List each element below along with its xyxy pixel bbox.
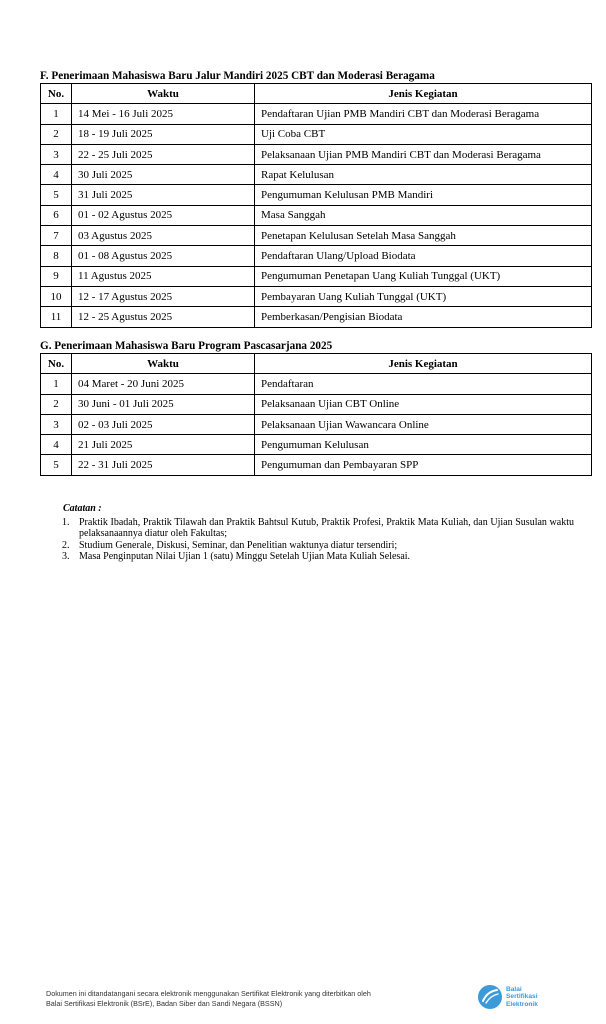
cell-no: 5 bbox=[41, 185, 72, 205]
cell-kegiatan: Pendaftaran Ulang/Upload Biodata bbox=[255, 246, 592, 266]
table-row bbox=[41, 414, 592, 434]
cell-waktu: 11 Agustus 2025 bbox=[72, 266, 255, 286]
note-item bbox=[62, 551, 574, 563]
cell-no: 9 bbox=[41, 266, 72, 286]
cell-no: 4 bbox=[41, 165, 72, 185]
footer-line-1: Dokumen ini ditandatangani secara elektronik menggunakan Sertifikat Elektronik yang diterbitkan oleh bbox=[46, 989, 371, 998]
cell-kegiatan: Pengumuman Penetapan Uang Kuliah Tunggal (UKT) bbox=[255, 266, 592, 286]
notes bbox=[62, 503, 574, 563]
cell-waktu: 22 - 31 Juli 2025 bbox=[72, 455, 255, 475]
table-row bbox=[41, 307, 592, 327]
header-kegiatan: Jenis Kegiatan bbox=[255, 84, 592, 104]
table-row bbox=[41, 435, 592, 455]
table-header-row bbox=[41, 354, 592, 374]
cell-kegiatan: Pengumuman Kelulusan PMB Mandiri bbox=[255, 185, 592, 205]
header-waktu: Waktu bbox=[72, 84, 255, 104]
bsre-logo bbox=[478, 985, 538, 1009]
footer-line-2: Balai Sertifikasi Elektronik (BSrE), Badan Siber dan Sandi Negara (BSSN) bbox=[46, 999, 283, 1008]
note-text: Studium Generale, Diskusi, Seminar, dan Penelitian waktunya diatur tersendiri; bbox=[79, 539, 398, 551]
cell-no: 2 bbox=[41, 124, 72, 144]
cell-kegiatan: Pelaksanaan Ujian CBT Online bbox=[255, 394, 592, 414]
section-g bbox=[40, 340, 591, 476]
section-g-title: G. Penerimaan Mahasiswa Baru Program Pascasarjana 2025 bbox=[40, 340, 333, 352]
cell-no: 7 bbox=[41, 226, 72, 246]
logo-line-2: Sertifikasi bbox=[506, 993, 538, 1001]
cell-kegiatan: Pengumuman Kelulusan bbox=[255, 435, 592, 455]
table-row bbox=[41, 374, 592, 394]
cell-kegiatan: Pemberkasan/Pengisian Biodata bbox=[255, 307, 592, 327]
cell-kegiatan: Pembayaran Uang Kuliah Tunggal (UKT) bbox=[255, 286, 592, 306]
cell-kegiatan: Pelaksanaan Ujian PMB Mandiri CBT dan Moderasi Beragama bbox=[255, 144, 592, 164]
table-row bbox=[41, 144, 592, 164]
note-text: Praktik Ibadah, Praktik Tilawah dan Praktik Bahtsul Kutub, Praktik Profesi, Praktik Mata Kuliah, dan Ujian Susulan waktu pelaksanaannya diatur oleh Fakultas; bbox=[79, 516, 574, 539]
table-row bbox=[41, 185, 592, 205]
cell-kegiatan: Uji Coba CBT bbox=[255, 124, 592, 144]
cell-waktu: 21 Juli 2025 bbox=[72, 435, 255, 455]
cell-no: 8 bbox=[41, 246, 72, 266]
cell-waktu: 04 Maret - 20 Juni 2025 bbox=[72, 374, 255, 394]
table-header-row bbox=[41, 84, 592, 104]
cell-kegiatan: Pendaftaran bbox=[255, 374, 592, 394]
cell-no: 10 bbox=[41, 286, 72, 306]
schedule-table-f bbox=[40, 83, 592, 328]
bsre-logo-text bbox=[506, 986, 538, 1008]
table-row bbox=[41, 165, 592, 185]
note-item bbox=[62, 517, 574, 540]
cell-no: 3 bbox=[41, 414, 72, 434]
cell-no: 3 bbox=[41, 144, 72, 164]
cell-no: 11 bbox=[41, 307, 72, 327]
cell-waktu: 02 - 03 Juli 2025 bbox=[72, 414, 255, 434]
table-row bbox=[41, 104, 592, 124]
section-f bbox=[40, 70, 591, 328]
note-number: 1. bbox=[62, 516, 70, 528]
cell-no: 1 bbox=[41, 104, 72, 124]
note-text: Masa Penginputan Nilai Ujian 1 (satu) Minggu Setelah Ujian Mata Kuliah Selesai. bbox=[79, 551, 411, 562]
cell-kegiatan: Masa Sanggah bbox=[255, 205, 592, 225]
cell-kegiatan: Pelaksanaan Ujian Wawancara Online bbox=[255, 414, 592, 434]
cell-no: 1 bbox=[41, 374, 72, 394]
cell-no: 6 bbox=[41, 205, 72, 225]
header-kegiatan: Jenis Kegiatan bbox=[255, 354, 592, 374]
table-row bbox=[41, 455, 592, 475]
note-number: 2. bbox=[62, 539, 70, 551]
table-row bbox=[41, 205, 592, 225]
table-row bbox=[41, 226, 592, 246]
bsre-logo-icon bbox=[478, 985, 502, 1009]
cell-no: 2 bbox=[41, 394, 72, 414]
cell-waktu: 01 - 08 Agustus 2025 bbox=[72, 246, 255, 266]
cell-no: 5 bbox=[41, 455, 72, 475]
cell-kegiatan: Penetapan Kelulusan Setelah Masa Sanggah bbox=[255, 226, 592, 246]
table-row bbox=[41, 286, 592, 306]
header-no: No. bbox=[41, 354, 72, 374]
cell-waktu: 12 - 25 Agustus 2025 bbox=[72, 307, 255, 327]
table-row bbox=[41, 266, 592, 286]
cell-waktu: 12 - 17 Agustus 2025 bbox=[72, 286, 255, 306]
notes-title: Catatan : bbox=[63, 503, 102, 514]
note-number: 3. bbox=[62, 551, 70, 562]
signature-footer bbox=[46, 989, 371, 1009]
cell-waktu: 03 Agustus 2025 bbox=[72, 226, 255, 246]
cell-waktu: 22 - 25 Juli 2025 bbox=[72, 144, 255, 164]
cell-kegiatan: Pendaftaran Ujian PMB Mandiri CBT dan Moderasi Beragama bbox=[255, 104, 592, 124]
logo-line-3: Elektronik bbox=[506, 1000, 538, 1008]
cell-kegiatan: Pengumuman dan Pembayaran SPP bbox=[255, 455, 592, 475]
note-item bbox=[62, 540, 574, 552]
header-waktu: Waktu bbox=[72, 354, 255, 374]
section-f-title: F. Penerimaan Mahasiswa Baru Jalur Mandiri 2025 CBT dan Moderasi Beragama bbox=[40, 70, 435, 82]
table-row bbox=[41, 394, 592, 414]
cell-waktu: 31 Juli 2025 bbox=[72, 185, 255, 205]
table-row bbox=[41, 124, 592, 144]
cell-no: 4 bbox=[41, 435, 72, 455]
header-no: No. bbox=[41, 84, 72, 104]
cell-waktu: 30 Juli 2025 bbox=[72, 165, 255, 185]
logo-line-1: Balai bbox=[506, 986, 522, 994]
cell-waktu: 30 Juni - 01 Juli 2025 bbox=[72, 394, 255, 414]
cell-kegiatan: Rapat Kelulusan bbox=[255, 165, 592, 185]
schedule-table-g bbox=[40, 353, 592, 476]
cell-waktu: 14 Mei - 16 Juli 2025 bbox=[72, 104, 255, 124]
cell-waktu: 18 - 19 Juli 2025 bbox=[72, 124, 255, 144]
table-row bbox=[41, 246, 592, 266]
cell-waktu: 01 - 02 Agustus 2025 bbox=[72, 205, 255, 225]
